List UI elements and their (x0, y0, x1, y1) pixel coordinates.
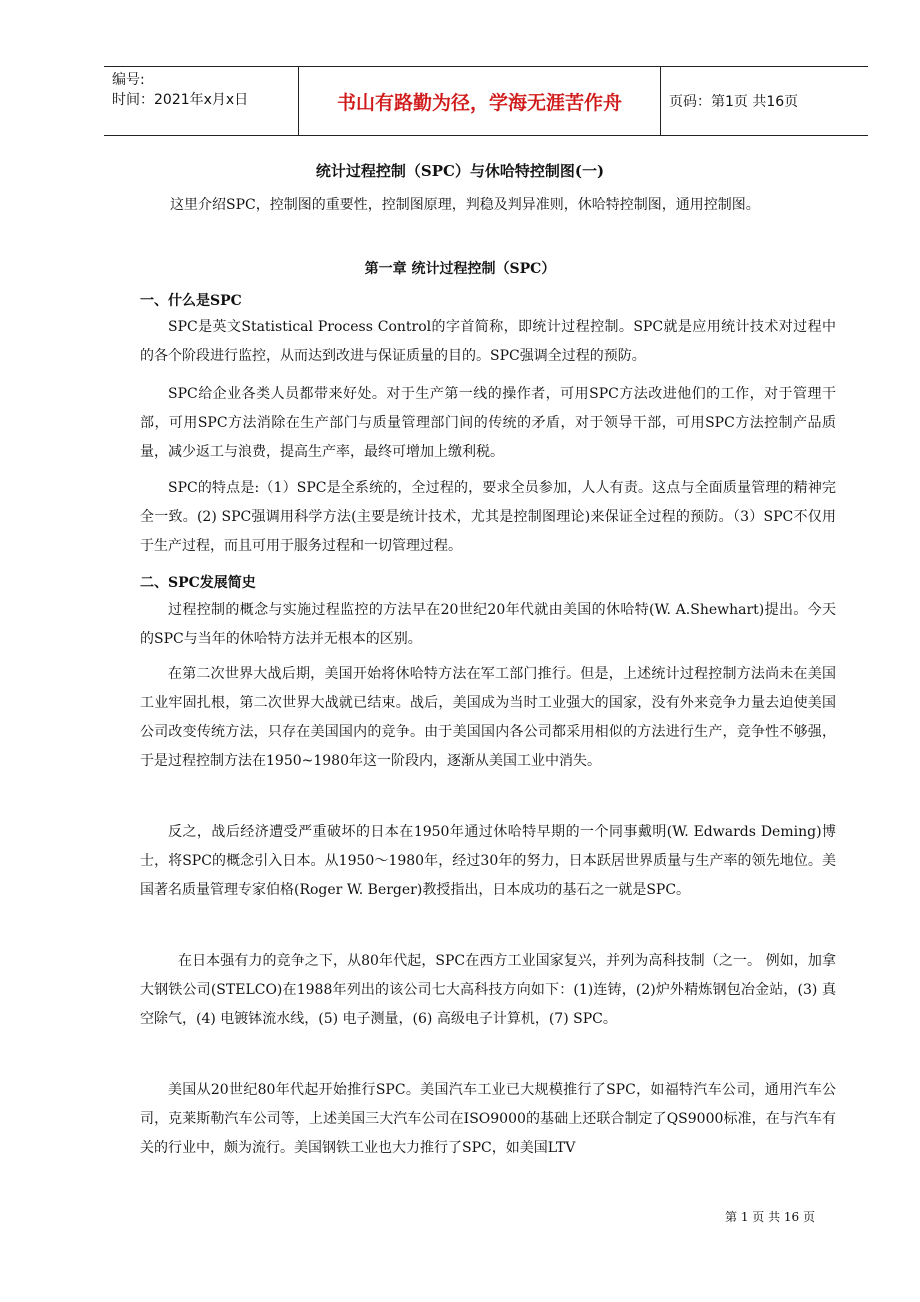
header-motto: 书山有路勤为径，学海无涯苦作舟 (298, 67, 661, 135)
time-label: 时间：2021年x月x日 (112, 92, 249, 108)
document-intro: 这里介绍SPC，控制图的重要性，控制图原理，判稳及判异准则，休哈特控制图，通用控制图。 (170, 197, 760, 213)
section2-paragraph: 反之，战后经济遭受严重破坏的日本在1950年通过休哈特早期的一个同事戴明(W. Edwards Deming)博士，将SPC的概念引入日本。从1950～1980年，经过30年的努力，日本跃居世界质量与生产率的领先地位。美国著名质量管理专家伯格(Roger W. Berger)教授指出，日本成功的基石之一就是SPC。 (140, 824, 836, 898)
section2-title: 二、SPC发展简史 (140, 575, 256, 591)
section2-paragraph: 过程控制的概念与实施过程监控的方法早在20世纪20年代就由美国的休哈特(W. A.Shewhart)提出。今天的SPC与当年的休哈特方法并无根本的区别。 (140, 602, 836, 647)
header-page-label: 页码：第1页 共16页 (669, 94, 799, 110)
page-header (104, 66, 868, 136)
document-title: 统计过程控制（SPC）与休哈特控制图(一) (315, 162, 605, 180)
header-meta (104, 67, 298, 135)
number-label: 编号: (112, 72, 145, 88)
section2-paragraph: 在日本强有力的竞争之下，从80年代起，SPC在西方工业国家复兴，并列为高科技制（之一。 例如，加拿大钢铁公司(STELCO)在1988年列出的该公司七大高科技方向如下：(1)连铸，(2)炉外精炼钢包冶金站，(3) 真空除气，(4) 电镀钵流水线，(5) 电子测量，(6) 高级电子计算机，(7) SPC。 (140, 953, 836, 1027)
page-footer: 第 1 页 共 16 页 (725, 1210, 815, 1224)
section1-paragraph: SPC给企业各类人员都带来好处。对于生产第一线的操作者，可用SPC方法改进他们的工作，对于管理干部，可用SPC方法消除在生产部门与质量管理部门间的传统的矛盾，对于领导干部，可用SPC方法控制产品质量，减少返工与浪费，提高生产率，最终可增加上缴利税。 (140, 386, 836, 460)
section1-title: 一、什么是SPC (140, 293, 242, 309)
section2-paragraph: 在第二次世界大战后期，美国开始将休哈特方法在军工部门推行。但是，上述统计过程控制方法尚未在美国工业牢固扎根，第二次世界大战就已结束。战后，美国成为当时工业强大的国家，没有外来竞争力量去迫使美国公司改变传统方法，只存在美国国内的竞争。由于美国国内各公司都采用相似的方法进行生产，竞争性不够强，于是过程控制方法在1950~1980年这一阶段内，逐渐从美国工业中消失。 (140, 666, 836, 769)
section1-paragraph: SPC是英文Statistical Process Control的字首简称，即统计过程控制。SPC就是应用统计技术对过程中的各个阶段进行监控，从而达到改进与保证质量的目的。SPC强调全过程的预防。 (140, 319, 836, 364)
chapter-title: 第一章 统计过程控制（SPC） (364, 261, 556, 277)
section2-paragraph: 美国从20世纪80年代起开始推行SPC。美国汽车工业已大规模推行了SPC，如福特汽车公司，通用汽车公司，克莱斯勒汽车公司等，上述美国三大汽车公司在ISO9000的基础上还联合制定了QS9000标准，在与汽车有关的行业中，颇为流行。美国钢铁工业也大力推行了SPC，如美国LTV (140, 1082, 836, 1156)
section1-paragraph: SPC的特点是:（1）SPC是全系统的，全过程的，要求全员参加，人人有责。这点与全面质量管理的精神完全一致。(2) SPC强调用科学方法(主要是统计技术，尤其是控制图理论)来保证全过程的预防。（3）SPC不仅用于生产过程，而且可用于服务过程和一切管理过程。 (140, 480, 836, 554)
